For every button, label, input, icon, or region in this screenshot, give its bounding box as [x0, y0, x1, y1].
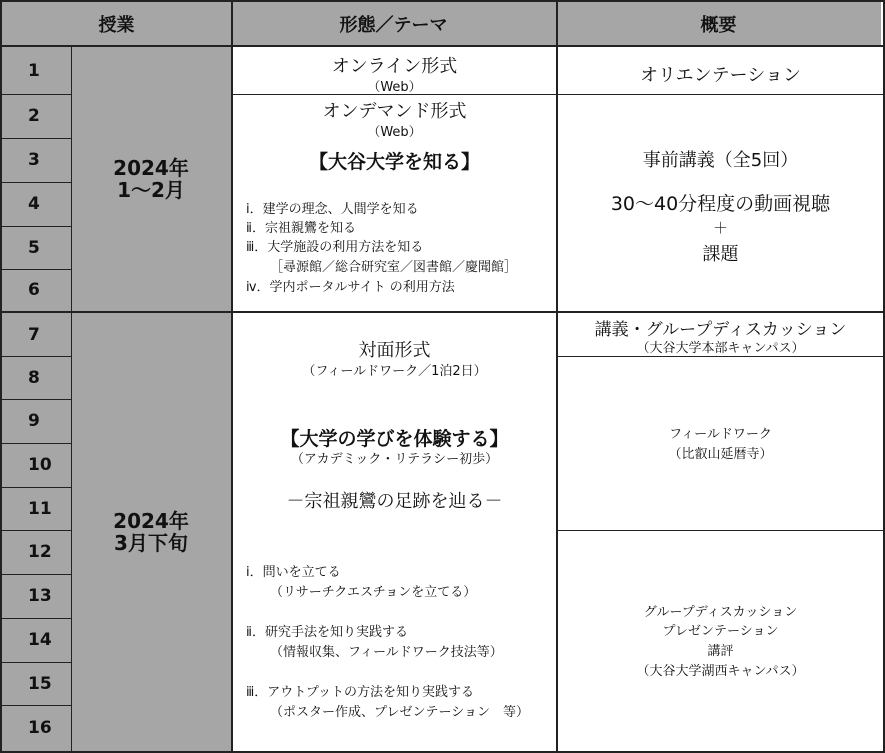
online-overview: オリエンテーション: [640, 65, 801, 86]
facetoface-item-1: ⅰ．問いを立てる: [246, 565, 341, 580]
ondemand-theme: 【大谷大学を知る】: [308, 151, 480, 173]
facetoface-item-2: ⅱ．研究手法を知り実践する: [246, 625, 408, 640]
overview-fieldwork-sub: （比叡山延暦寺）: [668, 447, 773, 462]
period-jan-feb: [71, 47, 231, 311]
ondemand-item-1: ⅰ．建学の理念、人間学を知る: [246, 202, 419, 217]
ondemand-overview-assignment: 課題: [702, 244, 739, 265]
row-number-1: 1: [2, 47, 71, 94]
row-number-11: 11: [2, 487, 71, 530]
period-march-months: 3月下旬: [114, 531, 188, 555]
row-number-3: 3: [2, 138, 71, 182]
row-number-13: 13: [2, 574, 71, 618]
online-sub: （Web）: [367, 80, 422, 95]
facetoface-item-3-detail: （ポスター作成、プレゼンテーション 等）: [270, 705, 529, 720]
header-overview: 概要: [556, 2, 881, 45]
facetoface-title: 対面形式: [358, 340, 431, 361]
row-number-5: 5: [2, 226, 71, 269]
row-number-6: 6: [2, 269, 71, 311]
ondemand-title: オンデマンド形式: [322, 101, 467, 122]
overview-fieldwork-title: フィールドワーク: [669, 427, 772, 442]
header-class: 授業: [2, 2, 231, 45]
facetoface-item-3: ⅲ．アウトプットの方法を知り実践する: [246, 685, 474, 700]
period-jan-feb-months: 1〜2月: [117, 178, 185, 202]
overview-lecture-title: 講義・グループディスカッション: [594, 320, 847, 340]
period-march: [71, 313, 231, 751]
ondemand-item-3: ⅲ．大学施設の利用方法を知る: [246, 240, 424, 255]
row-number-16: 16: [2, 705, 71, 751]
ondemand-overview-video: 30〜40分程度の動画視聴: [610, 193, 831, 215]
row-number-4: 4: [2, 182, 71, 226]
facetoface-theme-sub: （アカデミック・リテラシー初歩）: [290, 452, 499, 467]
ondemand-sub: （Web）: [367, 125, 422, 140]
period-march-year: 2024年: [113, 509, 189, 533]
facetoface-item-1-detail: （リサーチクエスチョンを立てる）: [270, 585, 477, 600]
ondemand-overview-plus: ＋: [712, 219, 728, 237]
row-number-8: 8: [2, 356, 71, 399]
row-number-9: 9: [2, 399, 71, 443]
overview-kosei-campus: （大谷大学湖西キャンパス）: [636, 664, 805, 679]
row-number-14: 14: [2, 618, 71, 662]
row-number-15: 15: [2, 662, 71, 705]
overview-lecture-sub: （大谷大学本部キャンパス）: [636, 341, 805, 356]
ondemand-item-3-detail: ［尋源館／総合研究室／図書館／慶聞館］: [270, 260, 518, 275]
online-title: オンライン形式: [331, 56, 458, 77]
ondemand-item-2: ⅱ．宗祖親鸞を知る: [246, 221, 356, 236]
facetoface-theme: 【大学の学びを体験する】: [280, 428, 509, 450]
row-number-2: 2: [2, 94, 71, 138]
overview-group-discussion: グループディスカッション: [643, 605, 798, 620]
header-format-theme: 形態／テーマ: [231, 2, 556, 45]
row-number-7: 7: [2, 313, 71, 356]
overview-review: 講評: [707, 644, 734, 659]
facetoface-sub: （フィールドワーク／1泊2日）: [302, 364, 487, 379]
row-number-12: 12: [2, 530, 71, 574]
ondemand-item-4: ⅳ．学内ポータルサイト の利用方法: [246, 280, 455, 295]
facetoface-trace: －宗祖親鸞の足跡を辿る－: [286, 491, 503, 512]
facetoface-item-2-detail: （情報収集、フィールドワーク技法等）: [270, 645, 503, 660]
row-number-10: 10: [2, 443, 71, 487]
ondemand-overview-lectures: 事前講義（全5回）: [642, 150, 799, 171]
overview-presentation: プレゼンテーション: [662, 624, 779, 639]
period-jan-feb-year: 2024年: [113, 156, 189, 180]
